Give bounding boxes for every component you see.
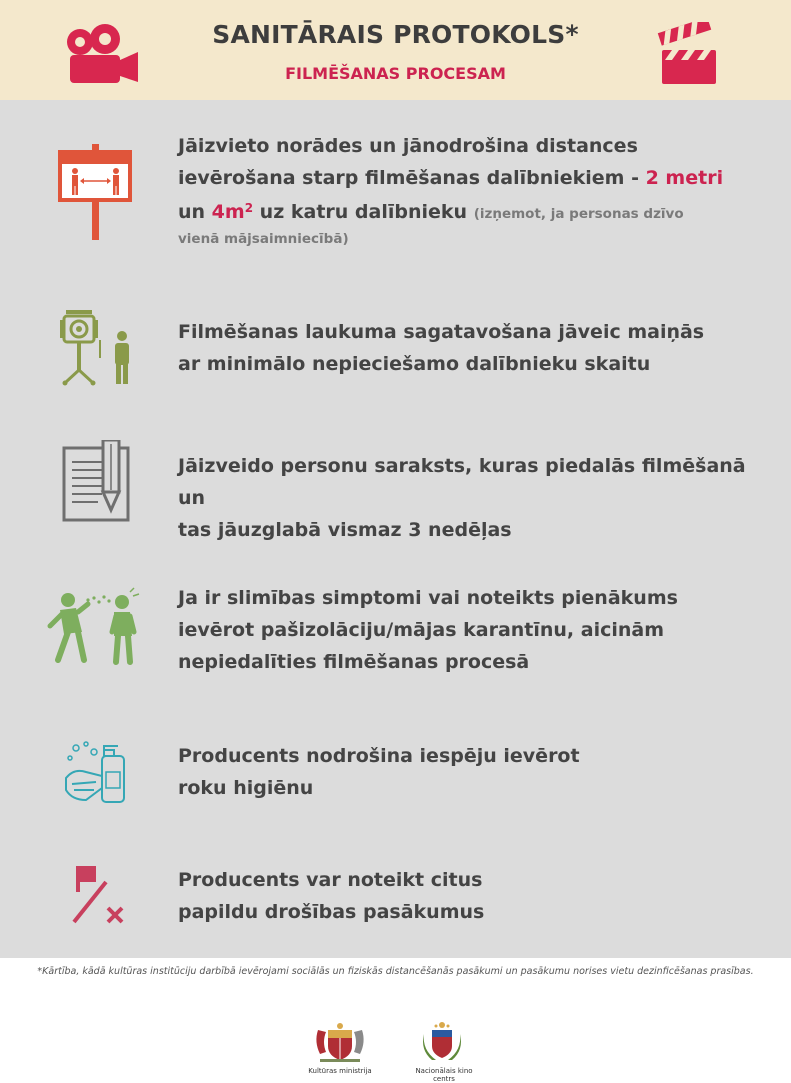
area-superscript: 2: [244, 201, 254, 215]
item-symptoms-line1: Ja ir slimības simptomi vai noteikts pienākums: [178, 587, 678, 609]
latvia-small-coat-of-arms-icon: [420, 1020, 464, 1064]
logo-caption-film-centre: Nacionālais kino centrs: [415, 1067, 473, 1083]
footnote: *Kārtība, kādā kultūras institūciju darbībā ievērojami sociālās un fiziskās distancēšanās pasākumi un pasākumu norises vietu dezinficēšanas prasības.: [37, 966, 754, 977]
hand-wash-icon: [62, 738, 128, 808]
item-hygiene-text: [178, 740, 778, 804]
item-distance-line3-pre: un: [178, 201, 212, 223]
studio-light-person-icon: [58, 308, 136, 388]
item-distance-line1: Jāizvieto norādes un jānodrošina distances: [178, 135, 638, 157]
item-shifts-line2: ar minimālo nepieciešamo dalībnieku skaitu: [178, 353, 651, 375]
logo-caption-culture-ministry: Kultūras ministrija: [308, 1067, 372, 1075]
item-symptoms-text: [178, 582, 778, 678]
item-distance-text: [178, 130, 778, 250]
page-title: SANITĀRAIS PROTOKOLS*: [212, 20, 579, 49]
item-extra-measures-text: [178, 864, 778, 928]
item-symptoms-line3: nepiedalīties filmēšanas procesā: [178, 651, 530, 673]
item-distance-line2-text: ievērošana starp filmēšanas dalībniekiem -: [178, 167, 646, 189]
item-distance-note-1: (izņemot, ja personas dzīvo: [473, 206, 684, 222]
item-distance-note-2: vienā mājsaimniecībā): [178, 231, 349, 247]
page-subtitle: FILMĒŠANAS PROCESAM: [285, 64, 506, 83]
item-hygiene-line1: Producents nodrošina iespēju ievērot: [178, 745, 580, 767]
item-symptoms-line2: ievērot pašizolāciju/mājas karantīnu, aicinām: [178, 619, 665, 641]
document-pencil-icon: [62, 440, 132, 522]
distance-sign-icon: [56, 144, 136, 240]
header-band: [0, 0, 791, 100]
item-hygiene-line2: roku higiēnu: [178, 777, 314, 799]
protocol-panel: [0, 100, 791, 958]
item-extra-measures-line1: Producents var noteikt citus: [178, 869, 483, 891]
item-distance-line3: [178, 196, 778, 228]
item-list-line2: tas jāuzglabā vismaz 3 nedēļas: [178, 519, 512, 541]
clapperboard-icon: [656, 22, 720, 88]
item-distance-line2: [178, 162, 778, 194]
distance-2m-value: 2 metri: [645, 167, 724, 189]
sick-person-icon: [46, 586, 142, 666]
item-list-line1: Jāizveido personu saraksts, kuras piedalās filmēšanā un: [178, 455, 746, 509]
item-extra-measures-line2: papildu drošības pasākumus: [178, 901, 485, 923]
item-distance-line3-post: uz katru dalībnieku: [253, 201, 474, 223]
area-4m2-value: 4m: [211, 201, 245, 223]
latvia-coat-of-arms-icon: [312, 1022, 368, 1064]
item-shifts-text: [178, 316, 778, 380]
item-list-text: [178, 450, 778, 546]
flag-cross-icon: [72, 864, 126, 928]
item-shifts-line1: Filmēšanas laukuma sagatavošana jāveic maiņās: [178, 321, 705, 343]
